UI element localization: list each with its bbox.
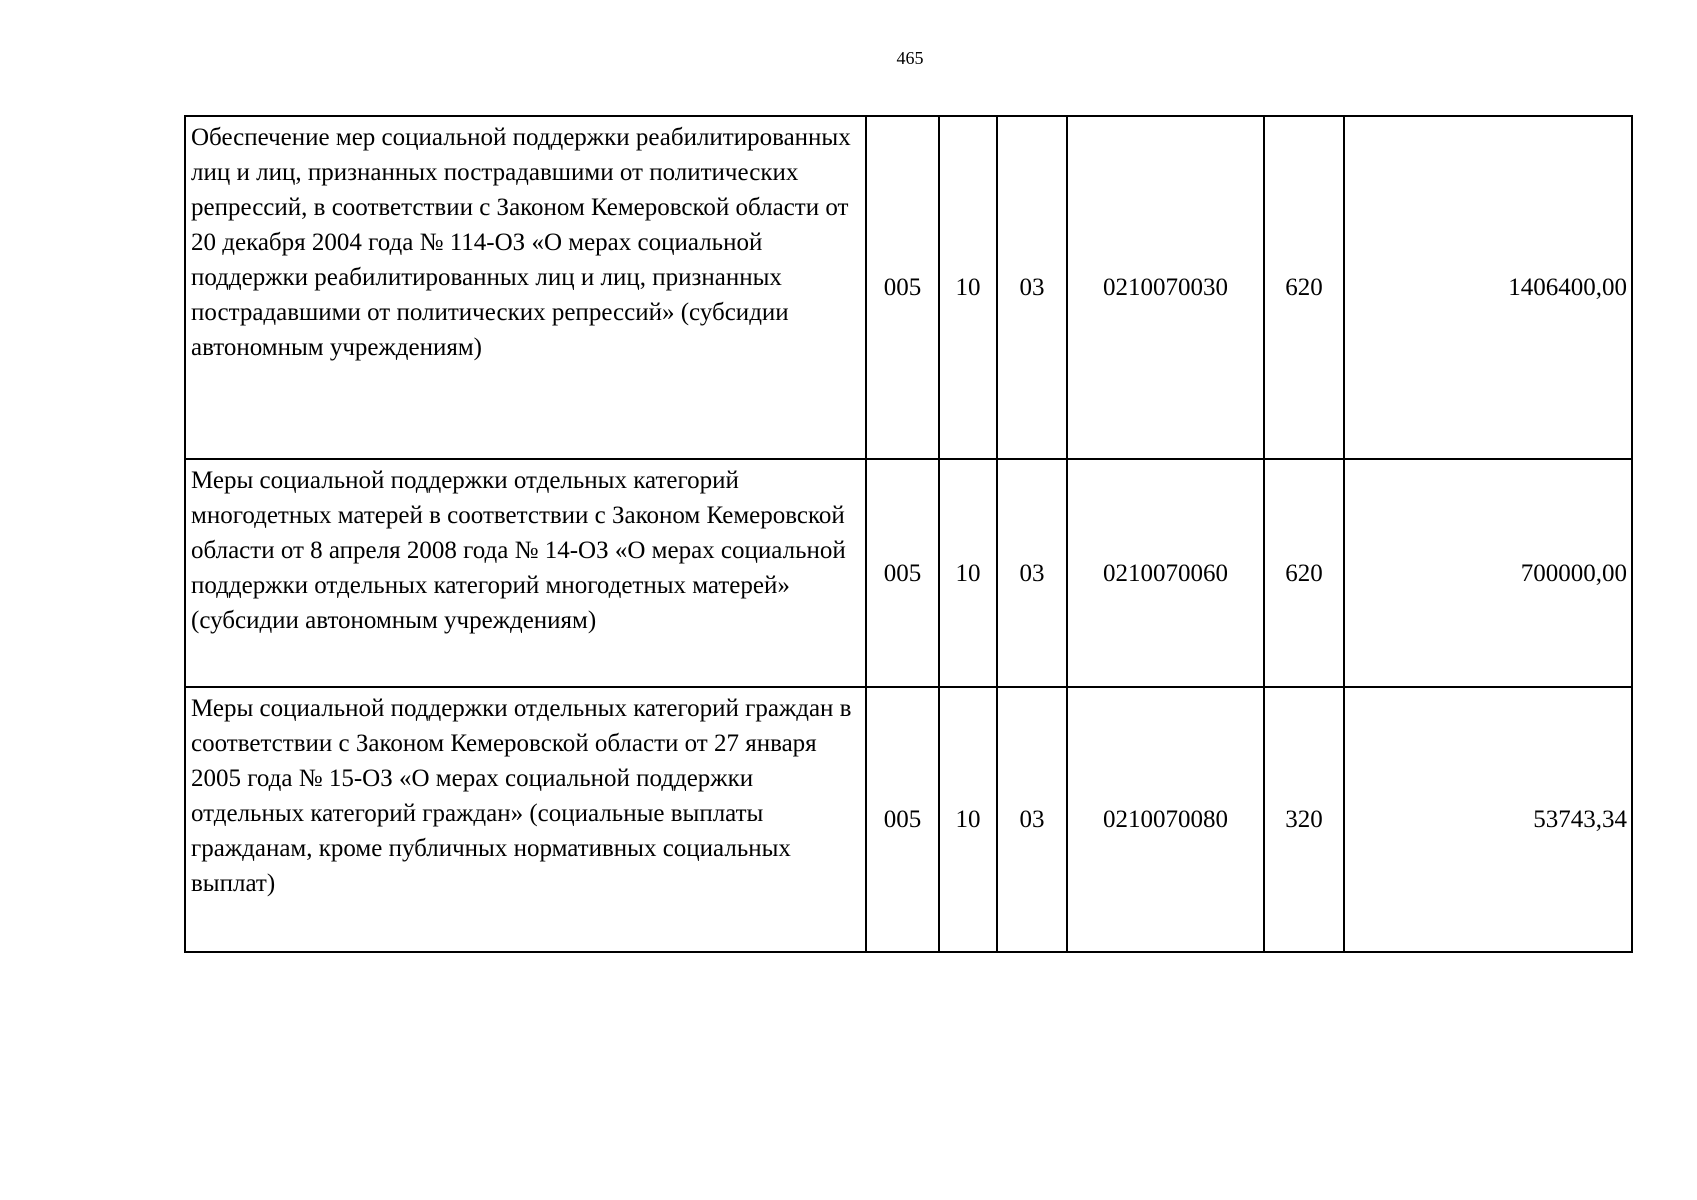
table-row xyxy=(185,687,1632,952)
amount-cell: 53743,34 xyxy=(1344,687,1632,952)
ministry-code-cell: 005 xyxy=(866,459,939,687)
section-code-cell: 10 xyxy=(939,459,997,687)
expense-type-cell: 620 xyxy=(1264,459,1344,687)
description-cell: Меры социальной поддержки отдельных категорий многодетных матерей в соответствии с Законом Кемеровской области от 8 апреля 2008 года № 14-ОЗ «О мерах социальной поддержки отдельных категорий многодетных матерей» (субсидии автономным учреждениям) xyxy=(185,459,866,687)
description-cell: Меры социальной поддержки отдельных категорий граждан в соответствии с Законом Кемеровской области от 27 января 2005 года № 15-ОЗ «О мерах социальной поддержки отдельных категорий граждан» (социальные выплаты гражданам, кроме публичных нормативных социальных выплат) xyxy=(185,687,866,952)
target-article-cell: 0210070080 xyxy=(1067,687,1264,952)
table-row xyxy=(185,116,1632,459)
target-article-cell: 0210070030 xyxy=(1067,116,1264,459)
subsection-code-cell: 03 xyxy=(997,116,1067,459)
ministry-code-cell: 005 xyxy=(866,687,939,952)
amount-cell: 1406400,00 xyxy=(1344,116,1632,459)
target-article-cell: 0210070060 xyxy=(1067,459,1264,687)
expense-type-cell: 320 xyxy=(1264,687,1344,952)
section-code-cell: 10 xyxy=(939,116,997,459)
subsection-code-cell: 03 xyxy=(997,687,1067,952)
description-cell: Обеспечение мер социальной поддержки реабилитированных лиц и лиц, признанных пострадавшими от политических репрессий, в соответствии с Законом Кемеровской области от 20 декабря 2004 года № 114-ОЗ «О мерах социальной поддержки реабилитированных лиц и лиц, признанных пострадавшими от политических репрессий» (субсидии автономным учреждениям) xyxy=(185,116,866,459)
expense-type-cell: 620 xyxy=(1264,116,1344,459)
budget-table xyxy=(184,115,1633,953)
ministry-code-cell: 005 xyxy=(866,116,939,459)
amount-cell: 700000,00 xyxy=(1344,459,1632,687)
section-code-cell: 10 xyxy=(939,687,997,952)
table-row xyxy=(185,459,1632,687)
page-number: 465 xyxy=(896,48,924,68)
subsection-code-cell: 03 xyxy=(997,459,1067,687)
